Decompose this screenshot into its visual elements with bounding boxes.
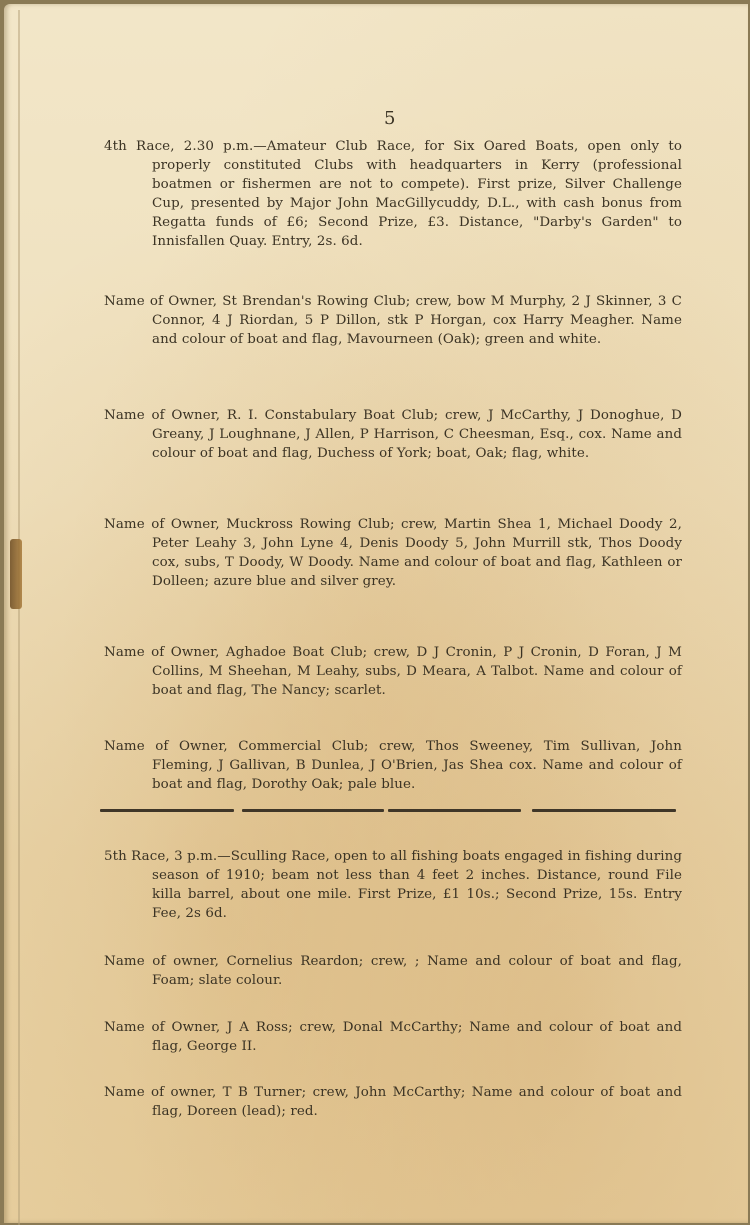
page-stain [10,539,22,609]
page-spine [18,10,20,1225]
race-4-heading: 4th Race, 2.30 p.m.—Amateur Club Race, for Six Oared Boats, open only to properly constituted Clubs with headquarters in Kerry (professional boatmen or fishermen are not to compete). First prize, Silver Challenge Cup, presented by Major John MacGillycuddy, D.L., with cash bonus from Regatta funds of £6; Second Prize, £3. Distance, "Darby's Garden" to Innisfallen Quay. Entry, 2s. 6d. [104,139,682,249]
section-divider-4 [532,809,676,812]
race-4-entry-commercial: Name of Owner, Commercial Club; crew, Thos Sweeney, Tim Sullivan, John Fleming, J Gallivan, B Dunlea, J O'Brien, Jas Shea cox. Name and colour of boat and flag, Dorothy Oak; pale blue. [104,739,682,792]
race-4-entry-constabulary: Name of Owner, R. I. Constabulary Boat Club; crew, J McCarthy, J Donoghue, D Greany, J Loughnane, J Allen, P Harrison, C Cheesman, Esq., cox. Name and colour of boat and flag, Duchess of York; boat, Oak; flag, white. [104,408,682,461]
race-4-entry-muckross: Name of Owner, Muckross Rowing Club; crew, Martin Shea 1, Michael Doody 2, Peter Leahy 3, John Lyne 4, Denis Doody 5, John Murrill stk, Thos Doody cox, subs, T Doody, W Doody. Name and colour of boat and flag, Kathleen or Dolleen; azure blue and silver grey. [104,517,682,589]
page-number: 5 [384,108,396,129]
race-4-entry-st-brendans: Name of Owner, St Brendan's Rowing Club; crew, bow M Murphy, 2 J Skinner, 3 C Connor, 4 J Riordan, 5 P Dillon, stk P Horgan, cox Harry Meagher. Name and colour of boat and flag, Mavourneen (Oak); green and white. [104,294,682,347]
section-divider-2 [242,809,384,812]
race-4-entry-aghadoe: Name of Owner, Aghadoe Boat Club; crew, D J Cronin, P J Cronin, D Foran, J M Collins, M Sheehan, M Leahy, subs, D Meara, A Talbot. Name and colour of boat and flag, The Nancy; scarlet. [104,645,682,698]
race-5-entry-turner: Name of owner, T B Turner; crew, John McCarthy; Name and colour of boat and flag, Doreen (lead); red. [104,1085,682,1119]
section-divider-1 [100,809,234,812]
race-5-entry-ross: Name of Owner, J A Ross; crew, Donal McCarthy; Name and colour of boat and flag, George II. [104,1020,682,1054]
race-5-entry-reardon: Name of owner, Cornelius Reardon; crew, ; Name and colour of boat and flag, Foam; slate colour. [104,954,682,988]
document-page [4,4,748,1223]
race-5-heading: 5th Race, 3 p.m.—Sculling Race, open to all fishing boats engaged in fishing during season of 1910; beam not less than 4 feet 2 inches. Distance, round File killa barrel, about one mile. First Prize, £1 10s.; Second Prize, 15s. Entry Fee, 2s 6d. [104,849,682,921]
section-divider-3 [388,809,521,812]
